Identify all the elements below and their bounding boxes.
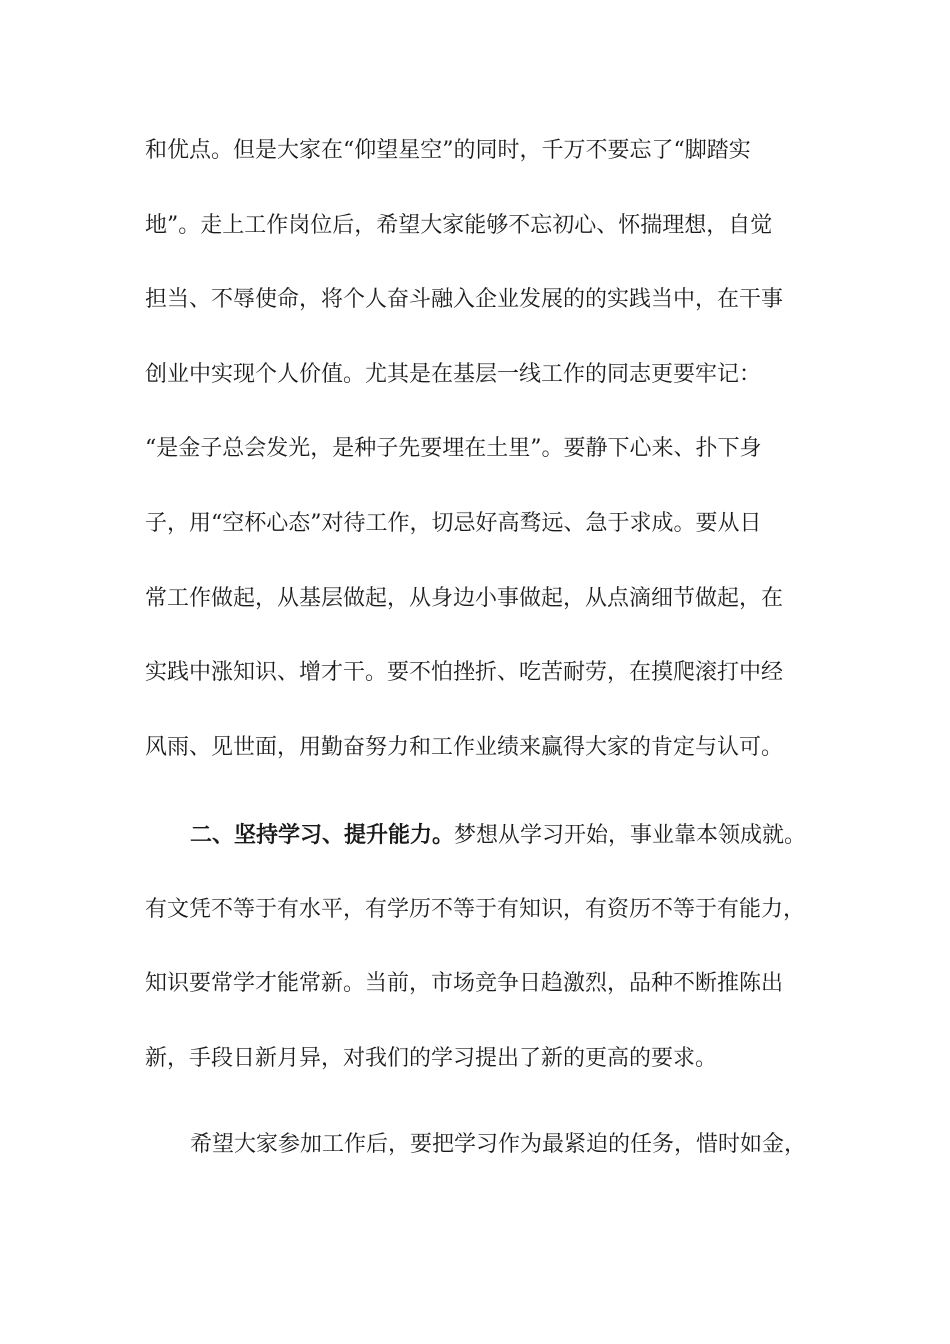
paragraph-line: 实践中涨知识、增才干。要不怕挫折、吃苦耐劳，在摸爬滚打中经 [145, 660, 784, 685]
paragraph-line: 风雨、见世面，用勤奋努力和工作业绩来赢得大家的肯定与认可。 [145, 735, 784, 760]
paragraph-line: 新，手段日新月异，对我们的学习提出了新的更高的要求。 [145, 1046, 718, 1071]
section-heading: 二、坚持学习、提升能力。 [190, 822, 455, 848]
paragraph-line: 子，用“空杯心态”对待工作，切忌好高骛远、急于求成。要从日 [145, 511, 762, 536]
section-heading-line [190, 820, 890, 851]
paragraph-line: 地”。走上工作岗位后，希望大家能够不忘初心、怀揣理想，自觉 [145, 213, 773, 238]
paragraph-line: 担当、不辱使命，将个人奋斗融入企业发展的的实践当中，在干事 [145, 287, 784, 312]
paragraph-line: “是金子总会发光，是种子先要埋在土里”。要静下心来、扑下身 [145, 436, 762, 461]
section-first-line-text: 梦想从学习开始，事业靠本领成就。 [454, 823, 807, 848]
paragraph-line: 常工作做起，从基层做起，从身边小事做起，从点滴细节做起，在 [145, 586, 784, 611]
paragraph-line: 知识要常学才能常新。当前，市场竞争日趋激烈，品种不断推陈出 [145, 971, 784, 996]
paragraph-line: 和优点。但是大家在“仰望星空”的同时，千万不要忘了“脚踏实 [145, 138, 751, 163]
paragraph-line: 创业中实现个人价值。尤其是在基层一线工作的同志更要牢记： [145, 362, 762, 387]
paragraph-line: 有文凭不等于有水平，有学历不等于有知识，有资历不等于有能力， [145, 897, 806, 922]
paragraph-line: 希望大家参加工作后，要把学习作为最紧迫的任务，惜时如金， [190, 1132, 807, 1157]
